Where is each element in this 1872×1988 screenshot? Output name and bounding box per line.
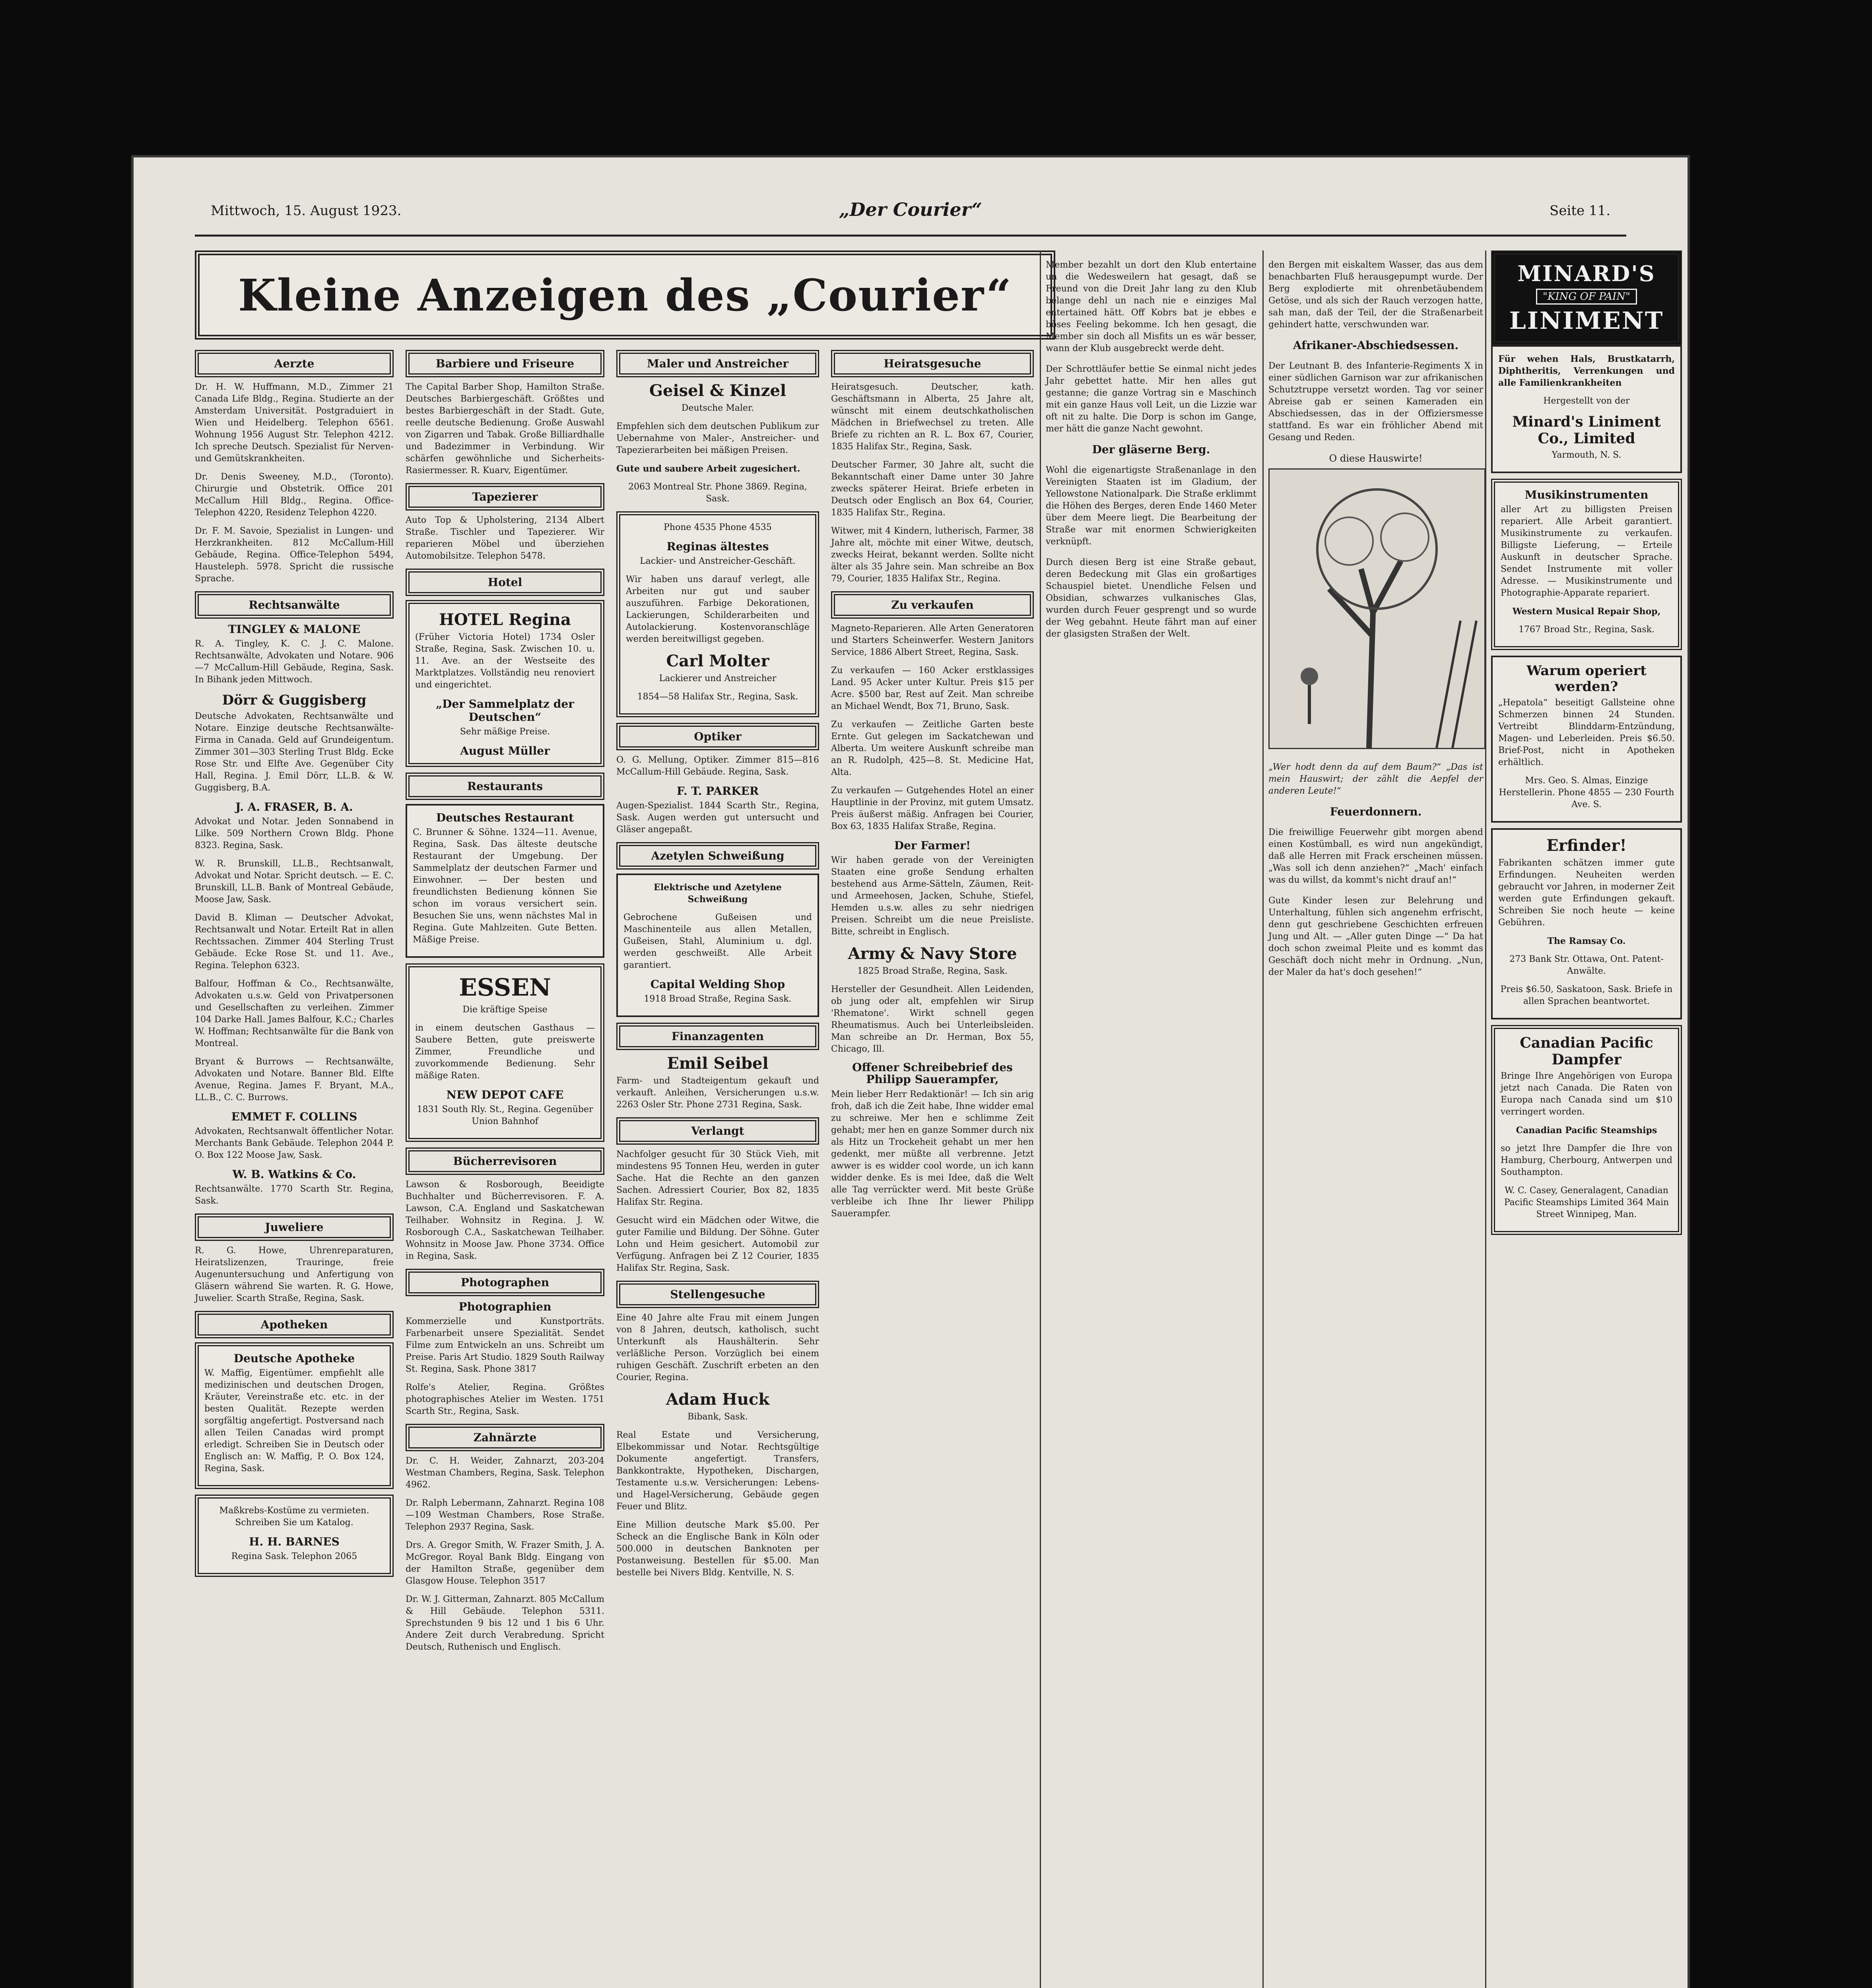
cartoon-caption: O diese Hauswirte! — [1329, 453, 1423, 464]
ad-molter-body: Wir haben uns darauf verlegt, alle Arbeiten nur gut und sauber auszuführen. Farbige Dekorationen, Lackierungen, Schilderarbeiten und Autolackierung. Kostenvoranschläge werden bereitwilligst gegeben. — [626, 575, 810, 644]
article-col5-p2: Der Schrottläufer bettie Se einmal nicht jedes Jahr gebettet hatte. Mir hen alles gut gestanne; die ganze Vortrag sin e Maschinch mit ein ganze Haus voll Leit, un die Lizzie war oft nit zu halte. Die Dorp is schon im Gange, mer hätt die ganze Nacht gewohnt. — [1046, 364, 1256, 434]
ad-parker-body: Augen-Spezialist. 1844 Scarth Str., Regina, Sask. Augen werden gut untersucht und Gläser angepaßt. — [616, 801, 819, 835]
column-2 — [406, 346, 604, 1660]
article-sauerampfer-title: Offener Schreibebrief des Philipp Sauerampfer, — [852, 1061, 1013, 1086]
ad-heirat-3: Witwer, mit 4 Kindern, lutherisch, Farmer, 38 Jahre alt, möchte mit einer Witwe, deutsch, zwecks Heirat, bekannt werden. Sollte nicht älter als 35 Jahre sein. Man schreibe an Box 79, Courier, 1835 Halifax Str., Regina. — [831, 526, 1034, 584]
ad-lawson-rosborough: Lawson & Rosborough, Beeidigte Buchhalter und Bücherrevisoren. F. A. Lawson, C.A. England und Saskatchewan Teilhaber. Wohnsitz in Regina. J. W. Rosborough C.A., Saskatchewan Teilhaber. Wohnsitz in Moose Jaw. Phone 3734. Office in Regina, Sask. — [406, 1180, 604, 1261]
section-juweliere: Juweliere — [195, 1213, 394, 1241]
ad-collins-title: EMMET F. COLLINS — [231, 1110, 357, 1123]
ad-auto-top: Auto Top & Upholstering, 2134 Albert Straße. Tischler und Tapezierer. Wir reparieren Möbel und überziehen Automobilsitze. Telephon 5478. — [406, 515, 604, 561]
newspaper-page — [131, 155, 1690, 1988]
article-col6-p3: Die freiwillige Feuerwehr gibt morgen abend einen Kostümball, es wird nun angekündigt, daß alle Herren mit Frack erscheinen müssen. „Was soll ich denn anziehen?“ „Mach' einfach was du willst, da kommt's nicht drauf an!“ — [1268, 827, 1483, 885]
ad-essen-name: NEW DEPOT CAFE — [446, 1088, 564, 1101]
ad-hotel-regina-price: Sehr mäßige Preise. — [460, 727, 550, 737]
ad-tingley-malone-body: R. A. Tingley, K. C. J. C. Malone. Rechtsanwälte, Advokaten und Notare. 906—7 McCallum-Hill Gebäude, Regina, Sask. In Bihank jeden Mittwoch. — [195, 639, 394, 685]
ad-essen-title: ESSEN — [459, 974, 551, 1002]
ad-welding-head: Elektrische und Azetylene Schweißung — [654, 882, 782, 905]
ad-gesundheit: Hersteller der Gesundheit. Allen Leidenden, ob jung oder alt, empfehlen wir Sirup 'Rhematone'. Wirkt schnell gegen Rheumatismus. Auch bei Unterleibsleiden. Man schreibe an Dr. Herman, Box 55, Chicago, Ill. — [831, 984, 1034, 1054]
ad-heirat-2: Deutscher Farmer, 30 Jahre alt, sucht die Bekanntschaft einer Dame unter 30 Jahre zwecks späterer Heirat. Briefe erbeten in Deutsch oder Englisch an Box 64, Courier, 1835 Halifax Str., Regina. — [831, 460, 1034, 518]
section-optiker: Optiker — [616, 723, 819, 750]
ad-minard-body — [1491, 345, 1682, 473]
ad-verlangt-2: Gesucht wird ein Mädchen oder Witwe, die guter Familie und Bildung. Der Söhne. Guter Lohn und Heim gesichert. Automobil zur Verfügung. Anfragen bei Z 12 Courier, 1835 Halifax Str. Regina, Sask. — [616, 1215, 819, 1273]
article-afrikaner-title: Afrikaner-Abschiedsessen. — [1293, 339, 1459, 352]
ad-fraser-title: J. A. FRASER, B. A. — [235, 800, 353, 813]
ad-army-navy-addr: 1825 Broad Straße, Regina, Sask. — [857, 966, 1008, 976]
ad-new-depot-cafe — [406, 963, 604, 1142]
ad-verkaufen-4: Zu verkaufen — Gutgehendes Hotel an einer Hauptlinie in der Provinz, mit gutem Umsatz. Preis äußerst mäßig. Anfragen bei Courier, Box 63, 1835 Halifax Straße, Regina. — [831, 786, 1034, 831]
article-col6-p4: Gute Kinder lesen zur Belehrung und Unterhaltung, fühlen sich angenehm erfrischt, denn gut geschriebene Geschichten erfreuen Jung und Alt. — „Aller guten Dinge —“ Da hat doch schon zweimal Pleite und es kommt das Geschäft doch nicht mehr in Ordnung. „Nun, der Maler da hat's doch gesehen!“ — [1268, 896, 1483, 977]
header-rule — [195, 235, 1626, 237]
ad-deutsche-apotheke-body: W. Maffig, Eigentümer. empfiehlt alle medizinischen und deutschen Drogen, Kräuter, Vereinstraße etc. etc. in der besten Qualität. Rezepte werden sorgfältig angefertigt. Postversand nach allen Teilen Canadas wird prompt erledigt. Schreiben Sie in Deutsch oder Englisch an: W. Maffig, P. O. Box 124, Regina, Sask. — [204, 1368, 384, 1474]
ad-hotel-regina-owner: August Müller — [460, 744, 550, 757]
ad-verkaufen-1: Magneto-Reparieren. Alle Arten Generatoren und Starters Scheinwerfer. Western Janitors Service, 1886 Albert Street, Regina, Sask. — [831, 623, 1034, 657]
column-divider-1 — [1040, 250, 1041, 1988]
ad-capital-barber: The Capital Barber Shop, Hamilton Straße. Deutsches Barbiergeschäft. Größtes und bestes Barbiergeschäft in der Stadt. Gute, reelle deutsche Bedienung. Große Auswahl von Zigarren und Tabak. Große Billiardhalle und Badezimmer in Verbindung. Wir schärfen gewöhnliche und Sicherheits-Rasiermesser. R. Kuarv, Eigentümer. — [406, 382, 604, 476]
ad-essen-sub: Die kräftige Speise — [462, 1005, 548, 1015]
ad-minards-liniment — [1491, 250, 1682, 345]
section-apotheken: Apotheken — [195, 1311, 394, 1338]
erfinder-price: Preis $6.50, Saskatoon, Sask. Briefe in allen Sprachen beantwortet. — [1500, 984, 1673, 1006]
ad-huck-sub: Bibank, Sask. — [687, 1412, 748, 1422]
section-stellengesuche: Stellengesuche — [616, 1281, 819, 1308]
cpr-agent: W. C. Casey, Generalagent, Canadian Pacific Steamships Limited 364 Main Street Winnipeg, Man. — [1504, 1186, 1669, 1219]
article-col5-p3: Wohl die eigenartigste Straßenanlage in den Vereinigten Staaten ist im Gladium, der Yellowstone Nationalpark. Die Straße erklimmt die Höhen des Berges, deren Ende 1460 Meter über dem Meere liegt. Die Bearbeitung der Straße war mit enormen Schwierigkeiten verknüpft. — [1046, 465, 1256, 547]
ad-huck-body: Real Estate und Versicherung, Elbekommissar und Notar. Rechtsgültige Dokumente angefertigt. Transfers, Bankkontrakte, Hypotheken, Dischargen, Testamente u.s.w. Versicherungen: Lebens- und Hagel-Versicherung, Gebäude gegen Feuer und Blitz. — [616, 1430, 819, 1512]
erfinder-body: Fabrikanten schätzen immer gute Erfindungen. Neuheiten werden gebraucht vor Jahren, in moderner Zeit werden gute Erfindungen gekauft. Schreiben Sie noch heute — keine Gebühren. — [1498, 858, 1675, 928]
minard-addr: Yarmouth, N. S. — [1552, 450, 1621, 460]
musik-name: Western Musical Repair Shop, — [1512, 606, 1661, 617]
ad-stellengesuch-1: Eine 40 Jahre alte Frau mit einem Jungen von 8 Jahren, deutsch, katholisch, sucht Unterkunft als Haushälterin. Sehr verläßliche Person. Vorzüglich bei einem ruhigen Geschäft. Zuschrift erbeten an den Courier, Regina. — [616, 1313, 819, 1382]
section-zahnaerzte: Zahnärzte — [406, 1424, 604, 1451]
ad-watkins-body: Rechtsanwälte. 1770 Scarth Str. Regina, Sask. — [195, 1184, 394, 1206]
ad-seibel-body: Farm- und Stadteigentum gekauft und verkauft. Anleihen, Versicherungen u.s.w. 2263 Osler Str. Phone 2731 Regina, Sask. — [616, 1076, 819, 1110]
article-feuerdonnern-title: Feuerdonnern. — [1330, 805, 1422, 818]
ad-molter-sub: Lackier- und Anstreicher-Geschäft. — [640, 556, 796, 566]
column-divider-2 — [1262, 250, 1264, 1988]
section-heiratsgesuche: Heiratsgesuche — [831, 350, 1034, 377]
ad-deutsche-mark: Eine Million deutsche Mark $5.00. Per Scheck an die Englische Bank in Köln oder 500.000 in deutschen Banknoten per Postanweisung. Bestellen für $5.00. Man bestelle bei Nivers Bldg. Kentville, N. S. — [616, 1520, 819, 1578]
column-7 — [1491, 250, 1682, 1241]
section-hotel: Hotel — [406, 569, 604, 596]
ad-barnes-top: Maßkrebs-Kostüme zu vermieten. Schreiben Sie um Katalog. — [219, 1506, 369, 1528]
page-header — [211, 199, 1610, 227]
section-barbiere: Barbiere und Friseure — [406, 350, 604, 377]
ad-capital-welding — [616, 874, 819, 1017]
ad-brunskill: W. R. Brunskill, LL.B., Rechtsanwalt, Advokat und Notar. Spricht deutsch. — E. C. Brunskill, LL.B. Bank of Montreal Gebäude, Moose Jaw, Sask. — [195, 859, 394, 905]
minard-maker: Minard's Liniment Co., Limited — [1512, 414, 1661, 447]
ad-doerr-guggisberg-body: Deutsche Advokaten, Rechtsanwälte und Notare. Einzige deutsche Rechtsanwälte-Firma in Canada. Geld auf Grundeigentum. Zimmer 301—303 Sterling Trust Bldg. Ecke Rose Str. und Elfte Ave. Gegenüber City Hall, Regina. J. Emil Dörr, LL.B. & W. Guggisberg, B.A. — [195, 711, 394, 793]
ad-geisel-kinzel-tag: Gute und saubere Arbeit zugesichert. — [616, 464, 800, 474]
ad-deutsche-apotheke-title: Deutsche Apotheke — [233, 1352, 355, 1365]
ad-hotel-regina-title: HOTEL Regina — [439, 610, 571, 629]
article-col5-p4: Durch diesen Berg ist eine Straße gebaut, deren Bedeckung mit Glas ein großartiges Schauspiel bietet. Unendliche Felsen und Obsidian, schwarzes vulkanisches Glas, wurden durch Feuer gesprengt und so wurde der Weg gebahnt. Heute fährt man auf einer der glasigsten Straßen der Welt. — [1046, 557, 1256, 639]
cartoon-tree-illustration — [1268, 468, 1486, 749]
cpr-name: Canadian Pacific Steamships — [1516, 1125, 1657, 1136]
ad-lebermann: Dr. Ralph Lebermann, Zahnarzt. Regina 108—109 Westman Chambers, Rose Straße. Telephon 2937 Regina, Sask. — [406, 1498, 604, 1532]
ad-deutsche-apotheke — [195, 1342, 394, 1489]
section-rechtsanwaelte: Rechtsanwälte — [195, 591, 394, 619]
ad-geisel-kinzel-addr: 2063 Montreal Str. Phone 3869. Regina, Sask. — [628, 482, 807, 504]
ad-fraser-body: Advokat und Notar. Jeden Sonnabend in Lilke. 509 Northern Crown Bldg. Phone 8323. Regina, Sask. — [195, 817, 394, 850]
ad-collins-body: Advokaten, Rechtsanwalt öffentlicher Notar. Merchants Bank Gebäude. Telephon 2044 P. O. Box 122 Moose Jaw, Sask. — [195, 1126, 394, 1160]
article-sauerampfer — [831, 1062, 1034, 1220]
section-aerzte: Aerzte — [195, 350, 394, 377]
ad-barnes-title: H. H. BARNES — [249, 1535, 340, 1548]
ad-essen-addr: 1831 South Rly. St., Regina. Gegenüber Union Bahnhof — [417, 1105, 593, 1126]
ad-verlangt-1: Nachfolger gesucht für 30 Stück Vieh, mit mindestens 95 Tonnen Heu, werden in guter Sache. Hat die Rechte an den ganzen Sachen. Adressiert Courier, Box 82, 1835 Halifax Str. Regina. — [616, 1149, 819, 1207]
section-tapezierer: Tapezierer — [406, 483, 604, 511]
minard-maker-pre: Hergestellt von der — [1543, 396, 1630, 406]
ad-howe: R. G. Howe, Uhrenreparaturen, Heiratslizenzen, Trauringe, freie Augenuntersuchung und Anfertigung von Gläsern während Sie warten. R. G. Howe, Juwelier. Scarth Straße, Regina, Sask. — [195, 1246, 394, 1303]
ad-erfinder — [1491, 828, 1682, 1019]
ad-photographien-title: Photographien — [458, 1300, 552, 1313]
section-finanzagenten: Finanzagenten — [616, 1023, 819, 1050]
minard-title-2: LINIMENT — [1509, 307, 1664, 335]
ad-molter-subtitle: Lackierer und Anstreicher — [659, 674, 777, 683]
ad-savoie: Dr. F. M. Savoie, Spezialist in Lungen- und Herzkrankheiten. 812 McCallum-Hill Gebäude, Regina. Office-Telephon 5494, Hausteleph. 5978. Spricht die russische Sprache. — [195, 526, 394, 584]
cpr-sub: so jetzt Ihre Dampfer die Ihre von Hamburg, Cherbourg, Antwerpen und Southampton. — [1501, 1143, 1672, 1177]
cartoon-dialogue: „Wer hodt denn da auf dem Baum?“ „Das ist mein Hauswirt; der zählt die Aepfel der anderen Leute!“ — [1268, 762, 1483, 796]
ad-essen-body: in einem deutschen Gasthaus — Saubere Betten, gute preiswerte Zimmer, Freundliche und zuvorkommende Bedienung. Sehr mäßige Raten. — [415, 1023, 595, 1081]
ad-deutsches-restaurant — [406, 804, 604, 958]
ad-geisel-kinzel-sub: Deutsche Maler. — [681, 403, 754, 413]
ad-heirat-1: Heiratsgesuch. Deutscher, kath. Geschäftsmann in Alberta, 25 Jahre alt, wünscht mit einem deutschkatholischen Mädchen in Briefwechsel zu treten. Alle Briefe zu richten an R. L. Box 67, Courier, 1835 Halifax Str., Regina, Sask. — [831, 382, 1034, 452]
ad-verkaufen-3: Zu verkaufen — Zeitliche Garten beste Ernte. Gut gelegen im Sackatchewan und Alberta. Um weitere Auskunft schreibe man an R. Rudolph, 425—8. St. Medicine Hat, Alta. — [831, 720, 1034, 777]
ad-barnes — [195, 1495, 394, 1577]
section-maler: Maler und Anstreicher — [616, 350, 819, 377]
ad-geisel-kinzel-title: Geisel & Kinzel — [649, 381, 786, 400]
column-3 — [616, 346, 819, 1585]
section-zu-verkaufen: Zu verkaufen — [831, 591, 1034, 619]
article-col5 — [1046, 259, 1256, 640]
ad-molter-head: Reginas ältestes — [666, 540, 769, 553]
ad-tingley-malone-title: TINGLEY & MALONE — [228, 623, 361, 636]
header-date: Mittwoch, 15. August 1923. — [211, 203, 402, 219]
section-buecherrevisoren: Bücherrevisoren — [406, 1147, 604, 1175]
column-6 — [1268, 250, 1483, 987]
ad-bryant-burrows: Bryant & Burrows — Rechtsanwälte, Advokaten und Notare. Banner Bld. Elfte Avenue, Regina. James F. Bryant, M.A., LL.B., C. C. Burrows. — [195, 1057, 394, 1103]
article-col5-p1: Member bezahlt un dort den Klub entertaine un die Wedesweilern hat gesagt, daß se Freund von die Dreit Jahr lang zu den Klub belange dehl un nach nie e einziges Mal entertained hätt. Off Kobrs bat je ebbes e böses Feeling bekomme. Ich hen gesagt, die Member sin doch all Misfits un es wär besser, wann der Klub ausgebreckt werde deht. — [1046, 260, 1256, 353]
ad-barnes-bottom: Regina Sask. Telephon 2065 — [231, 1551, 357, 1561]
warum-title: Warum operiert werden? — [1526, 663, 1647, 695]
ad-photographien-body: Kommerzielle und Kunstporträts. Farbenarbeit unsere Spezialität. Sendet Filme zum Entwickeln an uns. Schreibt um Preise. Paris Art Studio. 1829 South Railway St. Regina, Sask. Phone 3817 — [406, 1316, 604, 1374]
ad-rolfe: Rolfe's Atelier, Regina. Größtes photographisches Atelier im Westen. 1751 Scarth Str., Regina, Sask. — [406, 1382, 604, 1416]
ad-kliman: David B. Kliman — Deutscher Advokat, Rechtsanwalt und Notar. Erteilt Rat in allen Rechtssachen. Zimmer 404 Sterling Trust Gebäude. Ecke Rose St. und 11. Ave., Regina. Telephon 6323. — [195, 913, 394, 971]
ad-balfour-hoffman: Balfour, Hoffman & Co., Rechtsanwälte, Advokaten u.s.w. Geld von Privatpersonen und Gesellschaften zu verleihen. Zimmer 104 Darke Hall. James Balfour, K.C.; Charles W. Hoffman; Rechtsanwälte für die Bank von Montreal. — [195, 979, 394, 1048]
ad-hotel-regina-slogan: „Der Sammelplatz der Deutschen“ — [436, 697, 574, 724]
article-glaeserne-berg-title: Der gläserne Berg. — [1092, 443, 1210, 456]
ad-warum-operiert — [1491, 656, 1682, 823]
erfinder-title: Erfinder! — [1546, 836, 1627, 855]
ad-deutsches-restaurant-body: C. Brunner & Söhne. 1324—11. Avenue, Regina, Sask. Das älteste deutsche Restaurant der Umgebung. Der Sammelplatz der deutschen Farmer und Einwohner. — Der besten und freundlichsten Bedienung können Sie schon im voraus versichert sein. Besuchen Sie uns, wenn nächstes Mal in Regina. Gute Mahlzeiten. Gute Betten. Mäßige Preise. — [413, 827, 597, 945]
ad-hotel-regina — [406, 600, 604, 767]
ad-molter-title: Carl Molter — [666, 652, 769, 670]
cpr-body: Bringe Ihre Angehörigen von Europa jetzt nach Canada. Die Raten von Europa nach Canada sind um $10 verringert worden. — [1501, 1071, 1672, 1117]
section-photographen: Photographen — [406, 1269, 604, 1296]
ad-gitterman: Dr. W. J. Gitterman, Zahnarzt. 805 McCallum & Hill Gebäude. Telephon 5311. Sprechstunden 9 bis 12 und 1 bis 6 Uhr. Andere Zeit durch Verabredung. Spricht Deutsch, Ruthenisch und Englisch. — [406, 1594, 604, 1652]
section-azetylen: Azetylen Schweißung — [616, 842, 819, 870]
ad-farmer-body: Wir haben gerade von der Vereinigten Staaten eine große Sendung erhalten bestehend aus Arme-Sätteln, Zäumen, Reit- und Armeehosen, Jacken, Schuhe, Stiefel, Hemden u.s.w. alles zu sehr niedrigen Preisen. Schreibt um die neue Preisliste. Bitte, schreibt in Englisch. — [831, 855, 1034, 937]
ad-geisel-kinzel-body: Empfehlen sich dem deutschen Publikum zur Uebernahme von Maler-, Anstreicher- und Tapezierarbeiten bei mäßigen Preisen. — [616, 421, 819, 455]
ad-mellung: O. G. Mellung, Optiker. Zimmer 815—816 McCallum-Hill Gebäude. Regina, Sask. — [616, 755, 819, 777]
ad-hotel-regina-body: (Früher Victoria Hotel) 1734 Osler Straße, Regina, Sask. Zwischen 10. u. 11. Ave. an der Westseite des Marktplatzes. Vollständig neu renoviert und eingerichtet. — [415, 632, 595, 690]
article-col6 — [1268, 259, 1483, 978]
ad-doerr-guggisberg-title: Dörr & Guggisberg — [222, 692, 367, 708]
ad-farmer-title: Der Farmer! — [894, 839, 971, 852]
ad-huffmann: Dr. H. W. Huffmann, M.D., Zimmer 21 Canada Life Bldg., Regina. Studierte an der Amsterdam Universität. Postgraduiert in Wien und Heidelberg. Telephon 6561. Wohnung 1956 August Str. Telephon 4212. Ich spreche Deutsch. Spezialist für Nerven- und Gemütskrankheiten. — [195, 382, 394, 464]
column-divider-3 — [1485, 250, 1486, 1988]
column-4 — [831, 346, 1034, 1220]
erfinder-addr: 273 Bank Str. Ottawa, Ont. Patent-Anwälte. — [1509, 954, 1664, 976]
minard-slogan: "KING OF PAIN" — [1536, 289, 1637, 305]
column-5 — [1046, 250, 1256, 649]
ad-welding-body: Gebrochene Gußeisen und Maschinenteile aus allen Metallen, Gußeisen, Stahl, Aluminium u. dgl. werden geschweißt. Alle Arbeit garantiert. — [623, 912, 812, 970]
ad-welding-name: Capital Welding Shop — [650, 978, 785, 991]
ad-army-navy-title: Army & Navy Store — [848, 944, 1017, 963]
ad-molter-phones: Phone 4535 Phone 4535 — [664, 522, 772, 532]
musik-title: Musikinstrumenten — [1524, 488, 1649, 501]
ad-molter-addr: 1854—58 Halifax Str., Regina, Sask. — [637, 692, 798, 702]
ad-sweeney: Dr. Denis Sweeney, M.D., (Toronto). Chirurgie und Obstetrik. Office 201 McCallum Hill Bldg., Regina. Office-Telephon 4220, Residenz Telephon 4220. — [195, 472, 394, 518]
article-sauerampfer-text: Mein lieber Herr Redaktionär! — Ich sin arig froh, daß ich die Zeit habe, Ihne widder emal zu schreiwe. Mer hen e schlimme Zeit gehabt; mer hen en ganze Sommer durch nix als Hitz un Trockeheit gehabt un mer hen gedenkt, mer müßte all verbrenne. Jetzt awwer is es widder cool worde, un ich kann widder denke. Es is mei Idee, daß die Welt alle Tag verrückter werd. Mit beste Grüße verbleibe ich Ihne Ihr liewer Philipp Sauerampfer. — [831, 1089, 1034, 1219]
cpr-title: Canadian Pacific Dampfer — [1520, 1035, 1653, 1068]
minard-title-1: MINARD'S — [1517, 261, 1656, 286]
ad-welding-addr: 1918 Broad Straße, Regina Sask. — [644, 994, 792, 1004]
musik-body: aller Art zu billigsten Preisen repariert. Alle Arbeit garantiert. Musikinstrumente zu verkaufen. Billigste Lieferung, — Erteile Auskunft in deutscher Sprache. Sendet Instrumente mit voller Adresse. — Musikinstrumente und Photographie-Apparate repariert. — [1501, 505, 1672, 598]
minard-uses: Für wehen Hals, Brustkatarrh, Diphtheritis, Verrenkungen und alle Familienkrankheiten — [1498, 354, 1675, 388]
musik-addr: 1767 Broad Str., Regina, Sask. — [1519, 625, 1655, 635]
ad-carl-molter — [616, 511, 819, 717]
header-paper-name: „Der Courier“ — [839, 199, 982, 220]
section-restaurants: Restaurants — [406, 773, 604, 800]
classifieds-banner: Kleine Anzeigen des „Courier“ — [195, 250, 1055, 340]
ad-verkaufen-2: Zu verkaufen — 160 Acker erstklassiges Land. 95 Acker unter Kultur. Preis $15 per Acre. $500 bar, Rest auf Zeit. Man schreibe an Michael Wendt, Box 71, Bruno, Sask. — [831, 666, 1034, 711]
header-page-number: Seite 11. — [1550, 203, 1610, 219]
warum-body: „Hepatola“ beseitigt Gallsteine ohne Schmerzen binnen 24 Stunden. Vertreibt Blinddarm-Entzündung, Magen- und Leberleiden. Preis $6.50. Brief-Post, nicht in Apotheken erhältlich. — [1498, 698, 1675, 767]
article-col6-p1: den Bergen mit eiskaltem Wasser, das aus dem benachbarten Fluß herausgepumpt wurde. Der Berg explodierte mit ohrenbetäubendem Getöse, und als sich der Rauch verzogen hatte, sah man, daß der Teil, der die Straßenarbeit gehindert hatte, verschwunden war. — [1268, 260, 1483, 330]
ad-canadian-pacific — [1491, 1025, 1682, 1235]
ad-seibel-title: Emil Seibel — [667, 1054, 769, 1073]
ad-parker-title: F. T. PARKER — [676, 784, 759, 798]
ad-huck-title: Adam Huck — [666, 1390, 770, 1409]
erfinder-name: The Ramsay Co. — [1547, 936, 1626, 946]
ad-smith-mcgregor: Drs. A. Gregor Smith, W. Frazer Smith, J. A. McGregor. Royal Bank Bldg. Eingang von der Hamilton Straße, gegenüber dem Glasgow House. Telephon 3517 — [406, 1540, 604, 1586]
warum-addr: Mrs. Geo. S. Almas, Einzige Herstellerin. Phone 4855 — 230 Fourth Ave. S. — [1499, 776, 1674, 810]
column-1 — [195, 346, 394, 1582]
ad-watkins-title: W. B. Watkins & Co. — [232, 1168, 356, 1181]
section-verlangt: Verlangt — [616, 1117, 819, 1145]
ad-deutsches-restaurant-title: Deutsches Restaurant — [436, 811, 574, 824]
ad-musikinstrumente — [1491, 479, 1682, 650]
ad-weider: Dr. C. H. Weider, Zahnarzt, 203-204 Westman Chambers, Regina, Sask. Telephon 4962. — [406, 1456, 604, 1490]
article-col6-p2: Der Leutnant B. des Infanterie-Regiments X in einer südlichen Garnison war zur afrikanischen Schutztruppe versetzt worden. Tag vor seiner Abreise gab er seinen Kameraden ein Abschiedsessen, das in der Offiziersmesse stattfand. Es war ein fröhlicher Abend mit Gesang und Reden. — [1268, 361, 1483, 443]
